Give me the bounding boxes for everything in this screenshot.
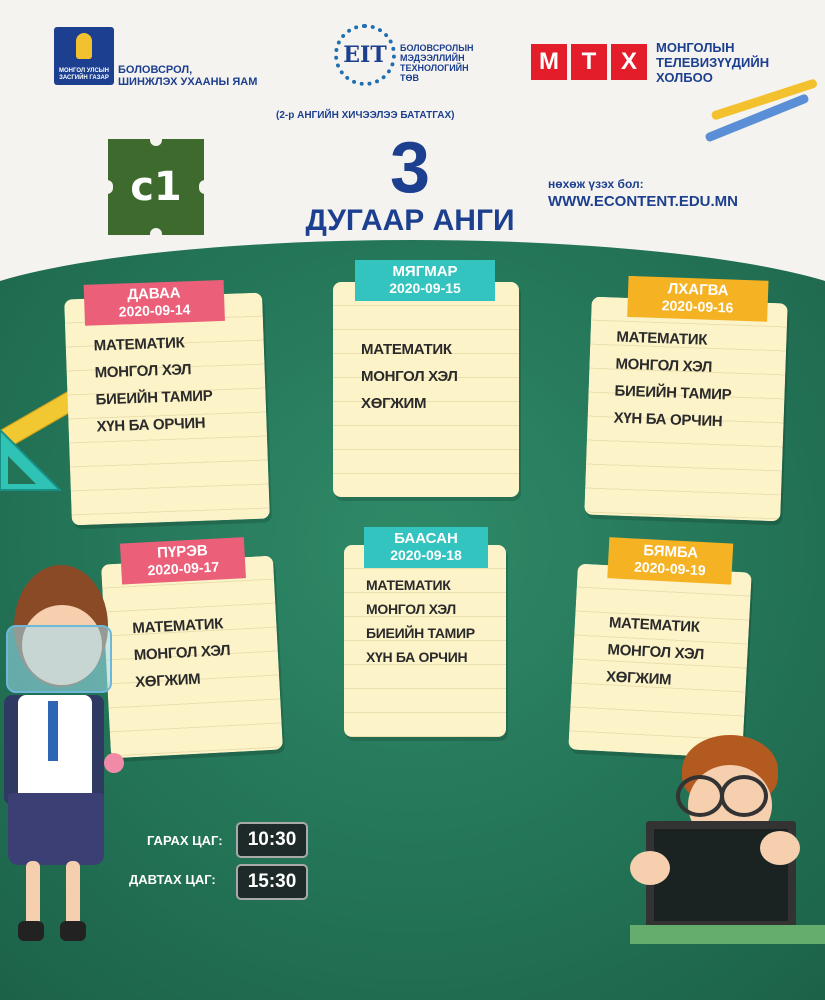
subject-item: ХӨГЖИМ <box>361 395 427 412</box>
subject-item: МОНГОЛ ХЭЛ <box>361 368 458 385</box>
subject-item: МАТЕМАТИК <box>608 614 700 637</box>
subtitle: (2-р АНГИЙН ХИЧЭЭЛЭЭ БАТАТГАХ) <box>276 110 455 121</box>
watch-url-link[interactable]: WWW.ECONTENT.EDU.MN <box>548 193 738 210</box>
day-tag <box>627 276 768 322</box>
face-shield-icon <box>6 625 112 693</box>
day-tag <box>84 280 225 326</box>
day-card-saturday <box>568 541 751 759</box>
day-date: 2020-09-16 <box>661 297 734 316</box>
girl-illustration <box>0 565 135 944</box>
subject-item: ХҮН БА ОРЧИН <box>613 409 723 431</box>
day-card-tuesday <box>333 263 519 497</box>
day-card-monday <box>64 284 270 526</box>
day-name: ПҮРЭВ <box>156 542 209 562</box>
ministry-name: БОЛОВСРОЛ, ШИНЖЛЭХ УХААНЫ ЯАМ <box>118 64 258 88</box>
subject-item: МАТЕМАТИК <box>366 577 451 593</box>
day-date: 2020-09-18 <box>390 547 462 563</box>
ministry-emblem-text: МОНГОЛ УЛСЫН ЗАСГИЙН ГАЗАР <box>59 68 109 81</box>
day-name: ЛХАГВА <box>667 280 729 300</box>
day-name: ДАВАА <box>127 284 181 304</box>
subject-item: МОНГОЛ ХЭЛ <box>366 601 456 617</box>
mtx-letter: М <box>531 44 567 80</box>
day-name: БААСАН <box>394 530 458 547</box>
repeat-time-label: ДАВТАХ ЦАГ: <box>129 872 216 887</box>
grade-number: 3 <box>389 128 431 208</box>
subject-item: МАТЕМАТИК <box>616 328 708 349</box>
subject-item: МАТЕМАТИК <box>361 341 452 358</box>
day-card-friday <box>344 530 506 737</box>
subject-item: МОНГОЛ ХЭЛ <box>94 361 192 382</box>
watch-label: нөхөж үзэх бол: <box>548 177 644 191</box>
subject-item: БИЕИЙН ТАМИР <box>95 387 213 409</box>
day-tag <box>364 527 488 568</box>
day-date: 2020-09-15 <box>389 280 461 296</box>
air-time-label: ГАРАХ ЦАГ: <box>147 833 223 848</box>
day-date: 2020-09-19 <box>633 558 707 579</box>
day-tag <box>355 260 495 301</box>
mtx-letter: Х <box>611 44 647 80</box>
channel-badge: c1 <box>108 139 204 235</box>
subject-item: МОНГОЛ ХЭЛ <box>607 641 705 664</box>
subject-item: МОНГОЛ ХЭЛ <box>133 642 231 665</box>
boy-illustration <box>630 735 825 944</box>
day-tag <box>120 537 246 584</box>
day-name: БЯМБА <box>642 541 699 562</box>
mtx-letter: Т <box>571 44 607 80</box>
subject-item: ХӨГЖИМ <box>605 668 672 689</box>
subject-item: МАТЕМАТИК <box>131 615 224 638</box>
subject-item: МАТЕМАТИК <box>93 334 185 355</box>
day-name: МЯГМАР <box>392 263 458 280</box>
day-card-wednesday <box>584 280 787 522</box>
subject-item: ХҮН БА ОРЧИН <box>96 414 206 436</box>
set-square-icon <box>0 410 70 500</box>
subject-item: БИЕИЙН ТАМИР <box>366 625 475 641</box>
mtx-name: МОНГОЛЫН ТЕЛЕВИЗҮҮДИЙН ХОЛБОО <box>656 40 770 85</box>
mtx-logo <box>531 44 647 80</box>
air-time-value: 10:30 <box>236 822 308 858</box>
day-date: 2020-09-17 <box>147 558 220 579</box>
subject-item: МОНГОЛ ХЭЛ <box>615 355 713 376</box>
day-date: 2020-09-14 <box>118 301 191 320</box>
glasses-icon <box>676 775 724 817</box>
subject-item: БИЕИЙН ТАМИР <box>614 382 732 404</box>
day-tag <box>607 537 733 584</box>
eit-logo: EIT <box>334 24 396 86</box>
flower-icon <box>104 753 124 773</box>
subject-item: ХҮН БА ОРЧИН <box>366 649 468 665</box>
subject-item: ХӨГЖИМ <box>134 670 201 691</box>
repeat-time-value: 15:30 <box>236 864 308 900</box>
grade-label: ДУГААР АНГИ <box>305 204 515 237</box>
ministry-emblem-logo <box>54 27 114 85</box>
eit-name: БОЛОВСРОЛЫН МЭДЭЭЛЛИЙН ТЕХНОЛОГИЙН ТӨВ <box>400 43 474 83</box>
